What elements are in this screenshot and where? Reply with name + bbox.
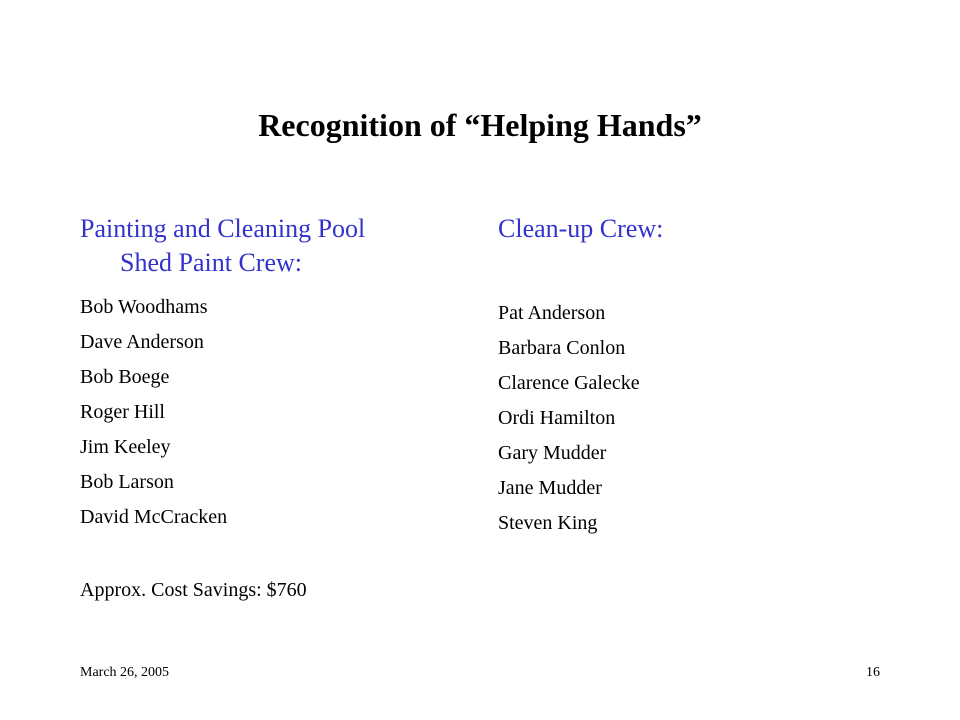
list-item: Pat Anderson xyxy=(498,302,606,324)
list-item: Jim Keeley xyxy=(80,436,171,458)
cost-savings-text: Approx. Cost Savings: $760 xyxy=(80,579,307,601)
list-item: Bob Larson xyxy=(80,471,174,493)
slide-title: Recognition of “Helping Hands” xyxy=(258,107,702,143)
list-item: Dave Anderson xyxy=(80,331,204,353)
list-item: David McCracken xyxy=(80,506,228,528)
list-item: Gary Mudder xyxy=(498,442,607,464)
list-item: Roger Hill xyxy=(80,401,165,423)
paint-crew-heading-line1: Painting and Cleaning Pool xyxy=(80,214,366,243)
list-item: Clarence Galecke xyxy=(498,372,640,394)
list-item: Bob Boege xyxy=(80,366,170,388)
list-item: Ordi Hamilton xyxy=(498,407,616,429)
list-item: Jane Mudder xyxy=(498,477,602,499)
paint-crew-list xyxy=(80,290,227,535)
cleanup-crew-list xyxy=(498,296,640,541)
list-item: Bob Woodhams xyxy=(80,296,208,318)
list-item: Barbara Conlon xyxy=(498,337,626,359)
page-number: 16 xyxy=(866,665,880,680)
list-item: Steven King xyxy=(498,512,598,534)
cleanup-crew-heading: Clean-up Crew: xyxy=(498,214,664,243)
footer-date: March 26, 2005 xyxy=(80,665,170,680)
paint-crew-heading-line2: Shed Paint Crew: xyxy=(120,248,302,277)
